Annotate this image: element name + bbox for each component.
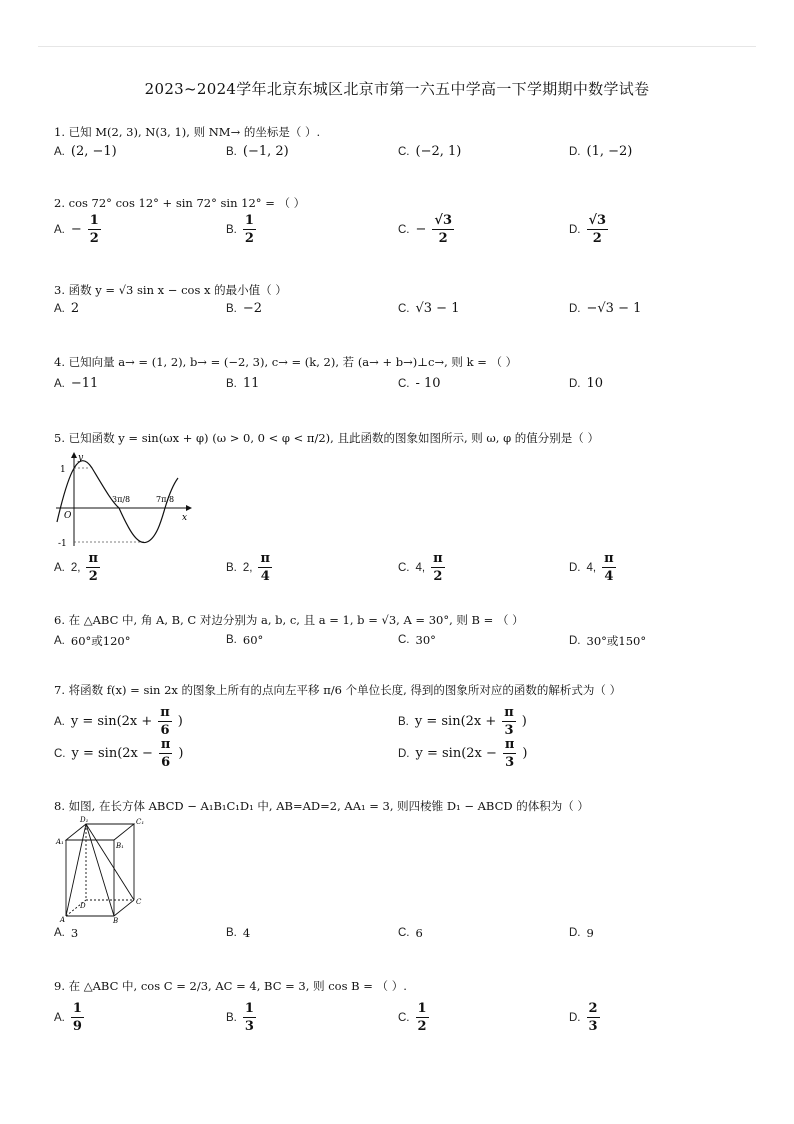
- q5-option-d[interactable]: D. 4, $\frac{\pi}{4}$: [569, 551, 614, 584]
- q1-option-c[interactable]: C. (−2, 1): [398, 144, 462, 159]
- label-y: y: [78, 453, 84, 463]
- q2-option-c[interactable]: C. − $\frac{√3}{2}$: [398, 213, 452, 246]
- cuboid-figure: [54, 814, 150, 924]
- q3-option-c[interactable]: C. √3 − 1: [398, 301, 460, 316]
- label-d1: D₁: [80, 816, 89, 824]
- question-3-stem: 3. 函数 y = √3 sin x − cos x 的最小值（ ）: [54, 283, 287, 297]
- q9-option-a[interactable]: A. $\frac{1}{9}$: [54, 1001, 82, 1034]
- q8-option-a[interactable]: A. 3: [54, 926, 79, 940]
- label-origin: O: [64, 511, 72, 521]
- q8-option-d[interactable]: D. 9: [569, 926, 594, 940]
- question-4-stem: 4. 已知向量 a→ = (1, 2), b→ = (−2, 3), c→ = (k, 2), 若 (a→ + b→)⊥c→, 则 k = （ ）: [54, 355, 518, 369]
- q4-option-a[interactable]: A. −11: [54, 376, 99, 391]
- sine-graph-figure: [54, 450, 194, 550]
- label-a: A: [60, 916, 66, 924]
- q6-option-d[interactable]: D. 30°或150°: [569, 634, 647, 648]
- x-axis-arrow: [186, 505, 192, 511]
- edge-d1-c: [86, 824, 134, 900]
- q7-option-a[interactable]: A. y = sin(2x + $\frac{\pi}{6}$ ): [54, 705, 183, 738]
- label-d: D: [80, 902, 86, 910]
- q2-option-d[interactable]: D. $\frac{√3}{2}$: [569, 213, 607, 246]
- q2-option-b[interactable]: B. $\frac{1}{2}$: [226, 213, 254, 246]
- q6-option-a[interactable]: A. 60°或120°: [54, 634, 131, 648]
- exam-title: 2023~2024学年北京东城区北京市第一六五中学高一下学期期中数学试卷: [144, 80, 650, 98]
- q7-option-b[interactable]: B. y = sin(2x + $\frac{\pi}{3}$ ): [398, 705, 527, 738]
- question-2-stem: 2. cos 72° cos 12° + sin 72° sin 12° = （ ）: [54, 196, 306, 210]
- label-y-bottom: -1: [58, 539, 67, 549]
- q6-option-b[interactable]: B. 60°: [226, 633, 264, 647]
- question-8-stem: 8. 如图, 在长方体 ABCD − A₁B₁C₁D₁ 中, AB=AD=2, AA₁ = 3, 则四棱锥 D₁ − ABCD 的体积为（ ）: [54, 799, 589, 813]
- header-divider: [38, 46, 756, 47]
- label-b1: B₁: [116, 842, 124, 850]
- label-b: B: [113, 917, 119, 924]
- edge-b-c: [114, 900, 134, 916]
- q5-option-a[interactable]: A. 2, $\frac{\pi}{2}$: [54, 551, 98, 584]
- q7-option-c[interactable]: C. y = sin(2x − $\frac{\pi}{6}$ ): [54, 737, 184, 770]
- q9-option-c[interactable]: C. $\frac{1}{2}$: [398, 1001, 427, 1034]
- q9-option-d[interactable]: D. $\frac{2}{3}$: [569, 1001, 598, 1034]
- top-face: [66, 824, 134, 840]
- question-1-stem: 1. 已知 M(2, 3), N(3, 1), 则 NM→ 的坐标是（ ）.: [54, 125, 321, 139]
- q1-option-d[interactable]: D. (1, −2): [569, 144, 633, 159]
- q4-option-c[interactable]: C. - 10: [398, 376, 441, 391]
- question-5-stem: 5. 已知函数 y = sin(ωx + φ) (ω > 0, 0 < φ < π/2), 且此函数的图象如图所示, 则 ω, φ 的值分别是（ ）: [54, 431, 599, 445]
- question-6-stem: 6. 在 △ABC 中, 角 A, B, C 对边分别为 a, b, c, 且 a = 1, b = √3, A = 30°, 则 B = （ ）: [54, 613, 524, 627]
- question-9-stem: 9. 在 △ABC 中, cos C = 2/3, AC = 4, BC = 3, 则 cos B = （ ）.: [54, 979, 407, 993]
- q5-option-c[interactable]: C. 4, $\frac{\pi}{2}$: [398, 551, 443, 584]
- q8-option-c[interactable]: C. 6: [398, 926, 423, 940]
- label-a1: A₁: [56, 838, 64, 846]
- tick-7pi-8: 7π/8: [156, 495, 175, 504]
- q1-option-b[interactable]: B. (−1, 2): [226, 144, 289, 159]
- q2-option-a[interactable]: A. − $\frac{1}{2}$: [54, 213, 99, 246]
- q1-option-a[interactable]: A. (2, −1): [54, 144, 117, 159]
- q6-option-c[interactable]: C. 30°: [398, 633, 436, 647]
- q3-option-b[interactable]: B. −2: [226, 301, 263, 316]
- q3-option-d[interactable]: D. −√3 − 1: [569, 301, 642, 316]
- label-c: C: [136, 898, 142, 906]
- q7-option-d[interactable]: D. y = sin(2x − $\frac{\pi}{3}$ ): [398, 737, 528, 770]
- q9-option-b[interactable]: B. $\frac{1}{3}$: [226, 1001, 254, 1034]
- q5-option-b[interactable]: B. 2, $\frac{\pi}{4}$: [226, 551, 270, 584]
- y-axis-arrow: [71, 452, 77, 458]
- q8-option-b[interactable]: B. 4: [226, 926, 251, 940]
- q4-option-d[interactable]: D. 10: [569, 376, 604, 391]
- question-7-stem: 7. 将函数 f(x) = sin 2x 的图象上所有的点向左平移 π/6 个单位长度, 得到的图象所对应的函数的解析式为（ ）: [54, 683, 622, 697]
- label-c1: C₁: [136, 818, 145, 826]
- tick-3pi-8: 3π/8: [112, 495, 131, 504]
- q4-option-b[interactable]: B. 11: [226, 376, 260, 391]
- label-x: x: [182, 513, 188, 523]
- edge-d1-b: [86, 824, 114, 916]
- label-y-top: 1: [60, 465, 66, 475]
- q3-option-a[interactable]: A. 2: [54, 301, 80, 316]
